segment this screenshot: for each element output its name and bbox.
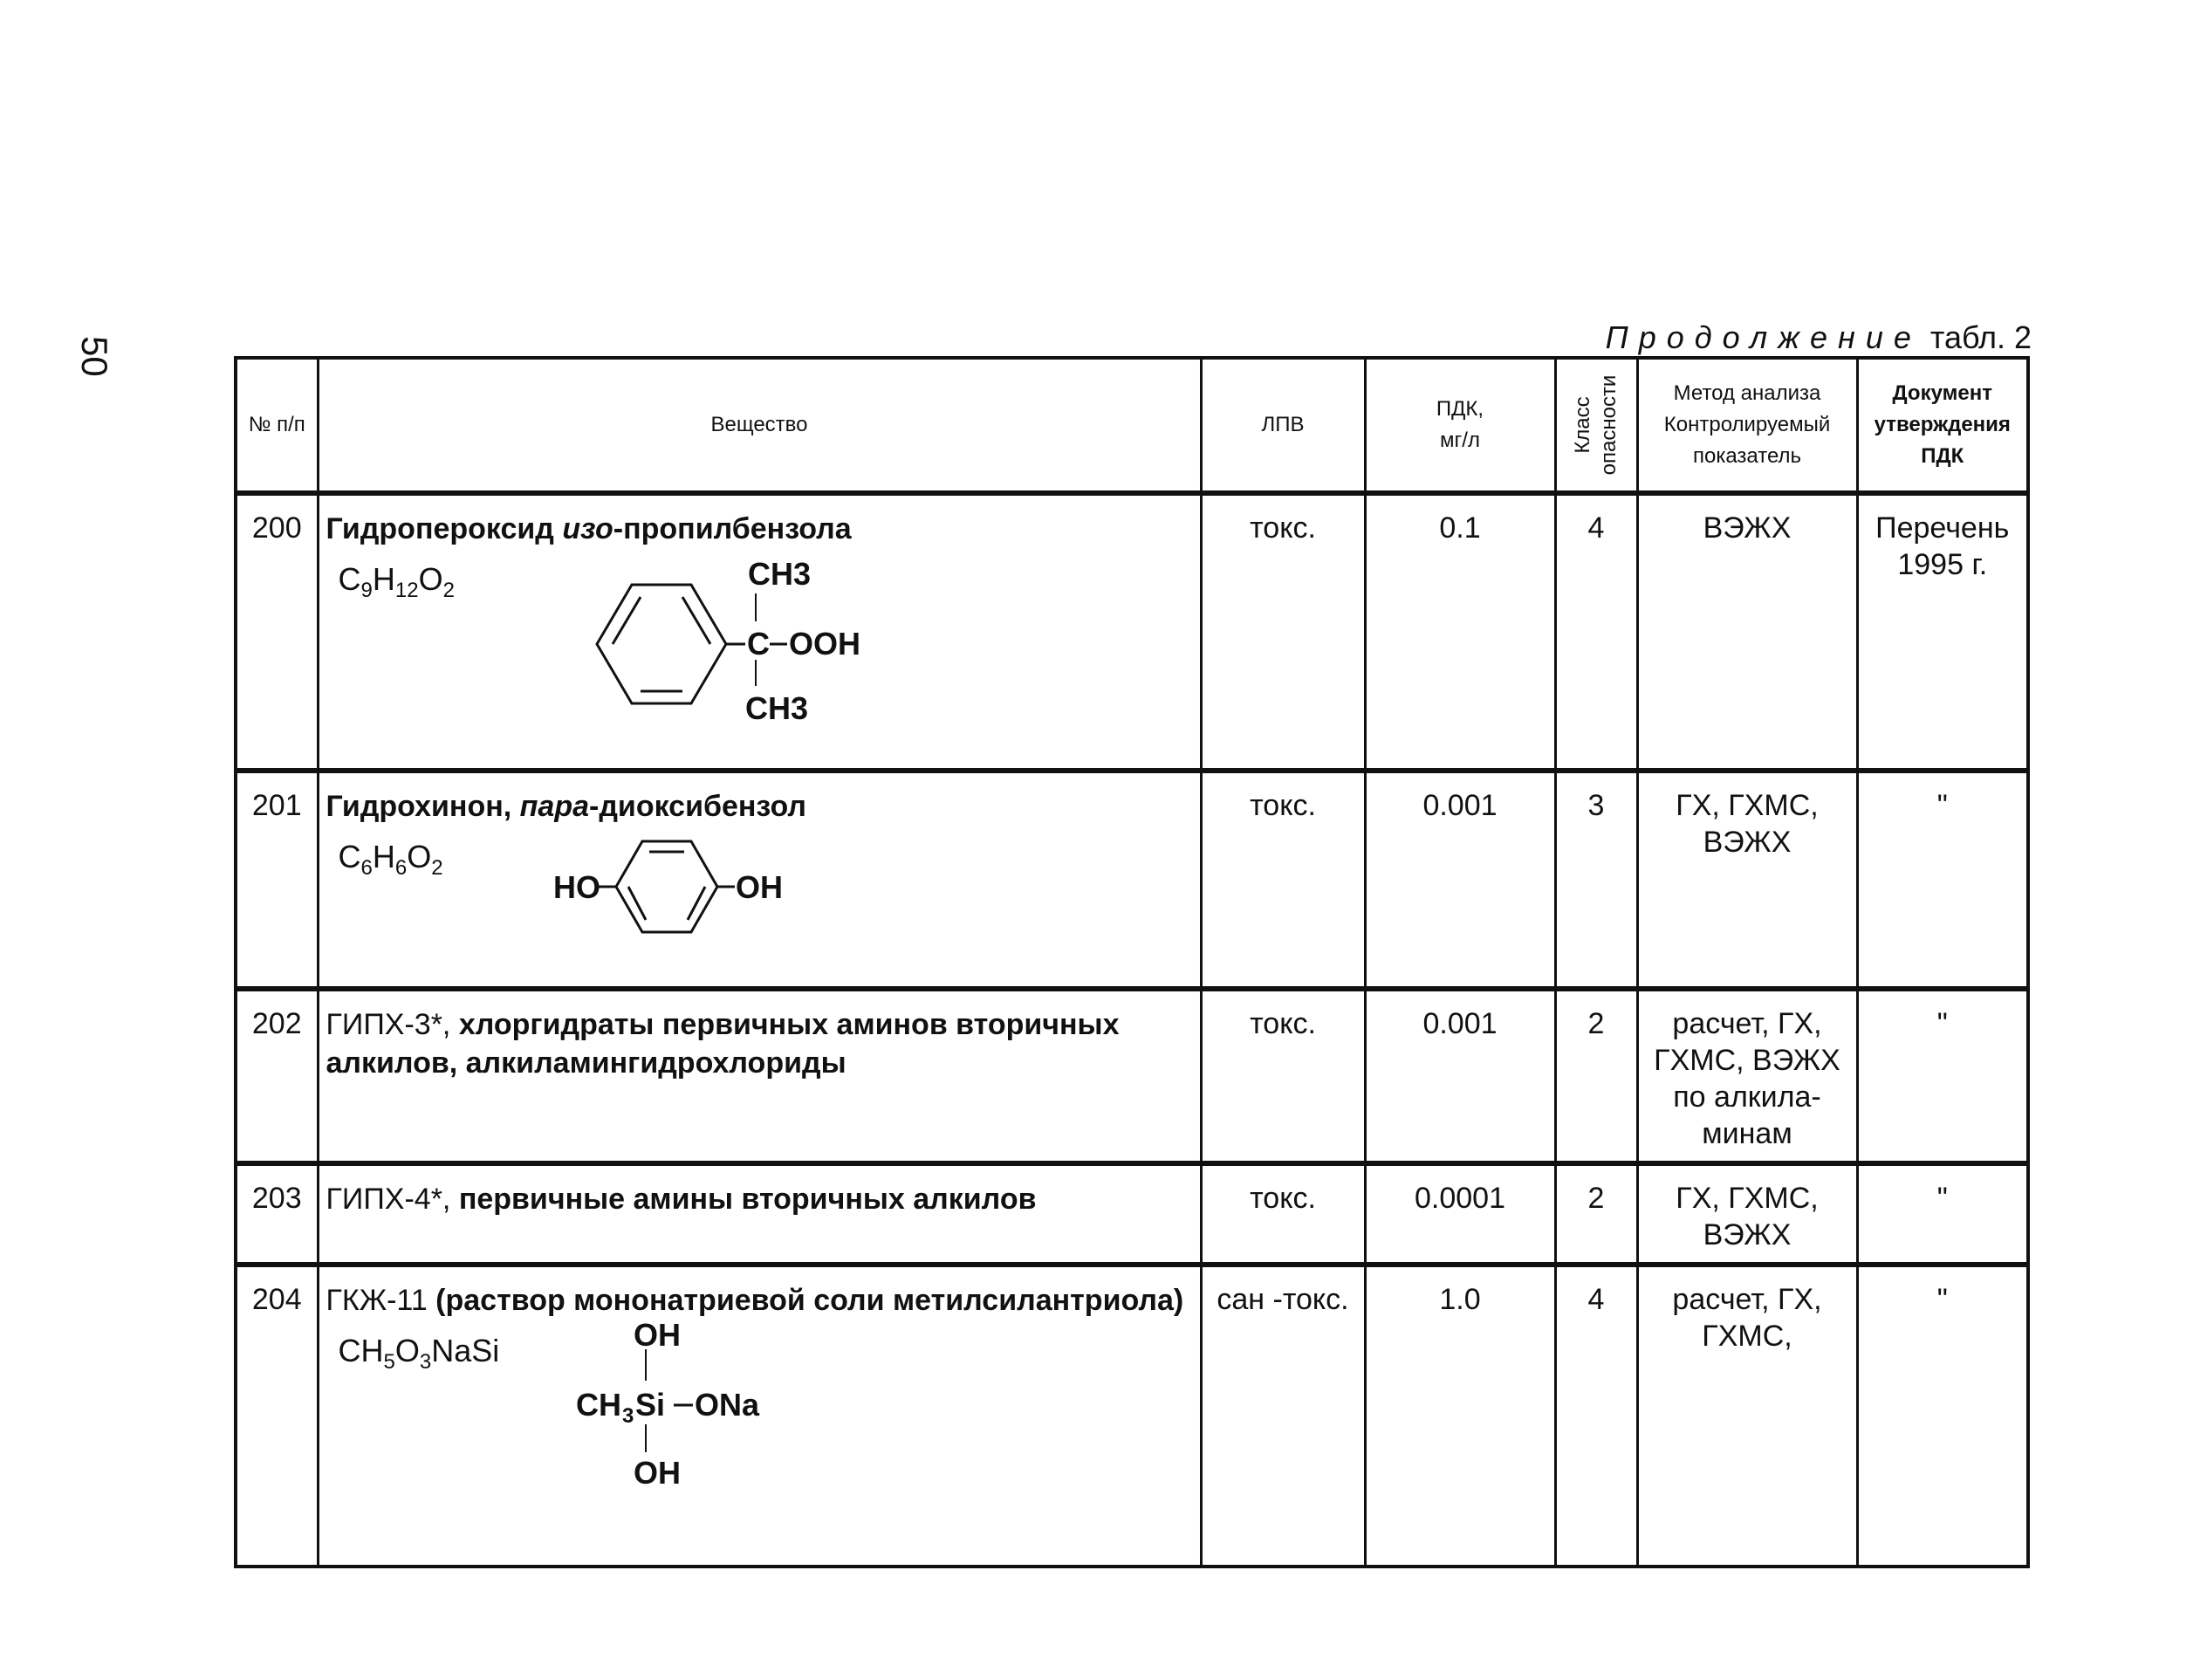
substance-cell (318, 493, 1201, 771)
svg-text:OH: OH (633, 1455, 681, 1491)
header-substance: Вещество (318, 358, 1201, 493)
svg-text:OH: OH (735, 869, 783, 905)
svg-text:C: C (746, 626, 770, 662)
substance-cell (318, 1265, 1201, 1567)
substance-name: ГИПХ-4*, первичные амины вторичных алкилов (326, 1183, 1037, 1216)
substances-table (234, 356, 2030, 1568)
table-row (236, 1163, 2028, 1265)
pdk-cell: 0.0001 (1365, 1163, 1555, 1265)
class-cell: 4 (1555, 493, 1637, 771)
substance-name: ГИПХ-3*, хлоргидраты первичных аминов вторичных алкилов, алкиламингидрохлориды (326, 1008, 1120, 1080)
chemical-formula: $C_9H_{12}O_2$ (338, 561, 455, 603)
row-number: 203 (236, 1163, 318, 1265)
class-cell: 2 (1555, 989, 1637, 1163)
document-cell: " (1857, 989, 2028, 1163)
header-pdk: ПДК, мг/л (1365, 358, 1555, 493)
class-cell: 4 (1555, 1265, 1637, 1567)
document-cell: Перечень 1995 г. (1857, 493, 2028, 771)
svg-text:CH3: CH3 (744, 690, 808, 726)
table-row (236, 989, 2028, 1163)
page-number: 50 (74, 336, 115, 377)
method-cell: ВЭЖХ (1637, 493, 1857, 771)
substance-name: ГКЖ-11 (раствор мононатриевой соли метилсилантриола) (326, 1284, 1184, 1317)
header-document: Документ утверждения ПДК (1857, 358, 2028, 493)
document-cell: " (1857, 771, 2028, 989)
header-lpv: ЛПВ (1201, 358, 1365, 493)
substance-cell (318, 771, 1201, 989)
chemical-formula: $CH_5O_3NaSi$ (338, 1333, 500, 1375)
row-number: 204 (236, 1265, 318, 1567)
header-method: Метод анализа Контролируемый показатель (1637, 358, 1857, 493)
substance-cell (318, 989, 1201, 1163)
caption-italic: Продолжение (1605, 319, 1922, 355)
chemical-formula: $C_6H_6O_2$ (338, 839, 443, 881)
document-cell: " (1857, 1265, 2028, 1567)
structure-diagram (562, 1313, 859, 1505)
method-cell: расчет, ГХ, ГХМС, (1637, 1265, 1857, 1567)
substance-name: Гидрохинон, пара-диоксибензол (326, 790, 806, 823)
lpv-cell: сан -токс. (1201, 1265, 1365, 1567)
caption-rest: табл. 2 (1921, 319, 2032, 355)
lpv-cell: токс. (1201, 989, 1365, 1163)
table-caption (1553, 319, 2032, 356)
header-class: Класс опасности (1555, 358, 1637, 493)
method-cell: ГХ, ГХМС, ВЭЖХ (1637, 771, 1857, 989)
substance-name: Гидропероксид изо-пропилбензола (326, 512, 852, 545)
method-cell: расчет, ГХ, ГХМС, ВЭЖХ по алкила- минам (1637, 989, 1857, 1163)
row-number: 201 (236, 771, 318, 989)
pdk-cell: 0.1 (1365, 493, 1555, 771)
lpv-cell: токс. (1201, 493, 1365, 771)
lpv-cell: токс. (1201, 771, 1365, 989)
table-header-row (236, 358, 2028, 493)
lpv-cell: токс. (1201, 1163, 1365, 1265)
svg-text:ONa: ONa (694, 1387, 759, 1423)
table-row (236, 493, 2028, 771)
svg-text:Si: Si (634, 1387, 665, 1423)
svg-text:HO: HO (552, 869, 600, 905)
structure-diagram (562, 531, 876, 731)
pdk-cell: 1.0 (1365, 1265, 1555, 1567)
class-cell: 2 (1555, 1163, 1637, 1265)
class-cell: 3 (1555, 771, 1637, 989)
svg-text:3: 3 (621, 1404, 634, 1428)
pdk-cell: 0.001 (1365, 989, 1555, 1163)
header-num: № п/п (236, 358, 318, 493)
svg-text:OOH: OOH (788, 626, 860, 662)
pdk-cell: 0.001 (1365, 771, 1555, 989)
svg-text:CH3: CH3 (747, 556, 811, 592)
method-cell: ГХ, ГХМС, ВЭЖХ (1637, 1163, 1857, 1265)
svg-text:CH: CH (575, 1387, 621, 1423)
row-number: 202 (236, 989, 318, 1163)
document-cell: " (1857, 1163, 2028, 1265)
svg-text:OH: OH (633, 1317, 681, 1353)
substance-cell (318, 1163, 1201, 1265)
table-row (236, 1265, 2028, 1567)
structure-diagram (532, 820, 881, 960)
table-row (236, 771, 2028, 989)
row-number: 200 (236, 493, 318, 771)
